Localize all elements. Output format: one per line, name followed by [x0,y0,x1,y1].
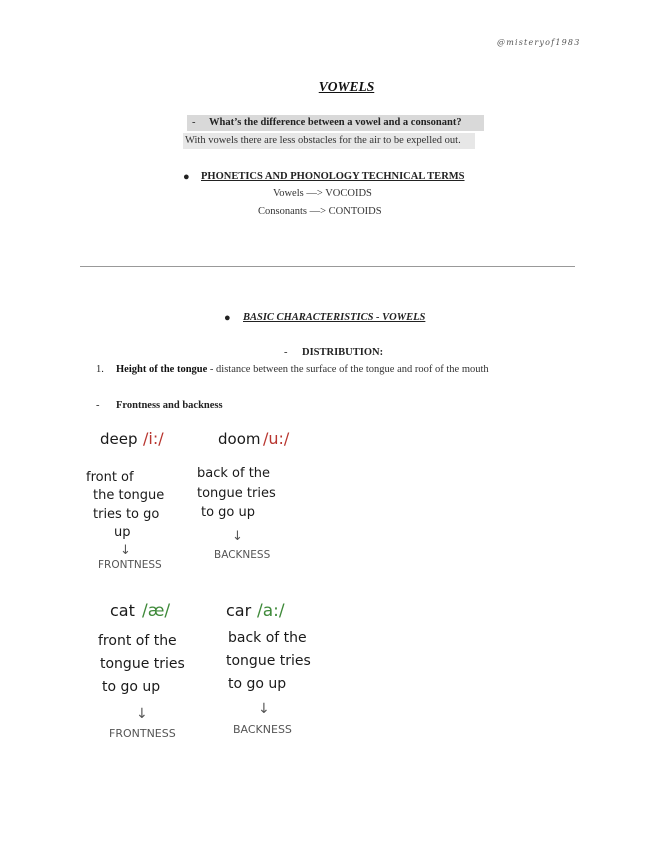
hw-line: tongue tries [226,653,311,669]
author-watermark: @misteryof1983 [497,38,581,47]
list-item-height [116,364,489,375]
down-arrow-icon: ↓ [232,529,243,544]
question-dash: - [192,117,196,128]
note-block-car [226,601,311,736]
hw-line: tongue tries [197,486,276,501]
hw-ipa: /æ/ [142,601,171,621]
hw-result: FRONTNESS [109,727,176,740]
hw-line: to go up [102,679,161,695]
note-block-cat [98,601,185,740]
down-arrow-icon: ↓ [258,701,270,717]
distribution-heading: DISTRIBUTION: [302,347,384,358]
hw-line: front of [86,470,134,485]
hw-ipa: /a:/ [257,601,285,621]
question-text: What’s the difference between a vowel and a consonant? [209,117,462,128]
hw-result: BACKNESS [233,723,292,736]
item-term: Height of the tongue [116,364,208,375]
note-block-deep [86,429,164,571]
answer-text: With vowels there are less obstacles for the air to be expelled out. [183,133,475,149]
hw-line: the tongue [93,488,165,503]
hw-line: tries to go [93,507,160,522]
section-heading-terms: PHONETICS AND PHONOLOGY TECHNICAL TERMS [201,171,465,182]
hw-line: to go up [201,505,256,520]
item-description: - distance between the surface of the tongue and roof of the mouth [207,364,489,375]
hw-line: tongue tries [100,656,185,672]
hw-word: car [226,601,252,620]
page-title: VOWELS [318,79,375,94]
hw-ipa: /i:/ [143,429,164,448]
hw-ipa: /u:/ [263,429,290,448]
bullet-icon: ● [183,171,190,183]
hw-line: back of the [228,630,307,646]
down-arrow-icon: ↓ [120,543,131,558]
divider [80,266,575,267]
hw-line: front of the [98,633,177,649]
term-consonants: Consonants —> CONTOIDS [258,206,382,217]
hw-word: doom [218,430,261,448]
list-number: 1. [96,364,104,375]
hw-line: up [114,525,131,540]
section-heading-characteristics: BASIC CHARACTERISTICS - VOWELS [243,312,426,323]
term-vowels: Vowels —> VOCOIDS [273,188,372,199]
hw-line: back of the [197,466,271,481]
hw-line: to go up [228,676,287,692]
sub-heading-frontness-backness: Frontness and backness [116,400,223,411]
note-block-doom [197,429,290,561]
down-arrow-icon: ↓ [136,706,148,722]
hw-word: deep [100,430,138,448]
hw-result: FRONTNESS [98,559,162,571]
bullet-icon: ● [224,312,231,324]
hw-result: BACKNESS [214,549,271,561]
sub-dash: - [96,400,100,411]
question-highlight [187,115,484,131]
distribution-dash: - [284,347,288,358]
hw-word: cat [110,601,135,620]
